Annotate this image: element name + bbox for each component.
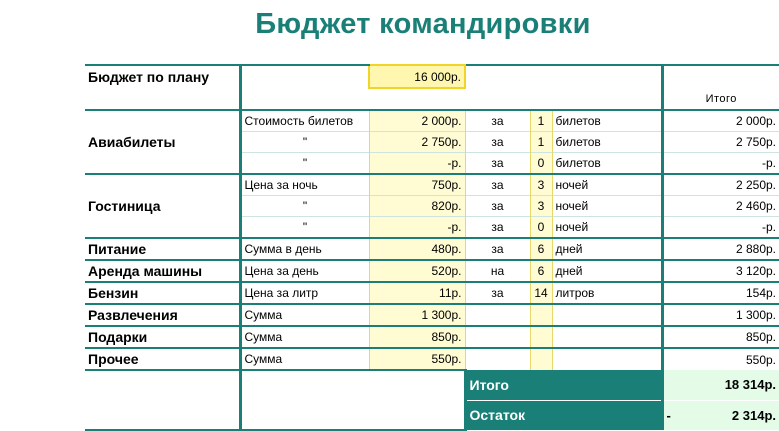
item-description: Сумма <box>240 326 369 348</box>
amount-cell[interactable]: 550р. <box>369 348 465 370</box>
item-description: Цена за день <box>240 260 369 282</box>
unit-label: ночей <box>552 217 662 239</box>
quantity-cell[interactable]: 14 <box>530 282 552 304</box>
per-label: за <box>465 153 530 175</box>
per-label: за <box>465 238 530 260</box>
item-description: Цена за ночь <box>240 174 369 196</box>
item-description: " <box>240 196 369 217</box>
amount-cell[interactable]: 11р. <box>369 282 465 304</box>
quantity-cell[interactable]: 6 <box>530 238 552 260</box>
unit-label: ночей <box>552 196 662 217</box>
item-description: " <box>240 217 369 239</box>
per-label: за <box>465 196 530 217</box>
plan-row <box>85 65 779 88</box>
unit-label <box>552 348 662 370</box>
per-label: на <box>465 260 530 282</box>
quantity-cell[interactable]: 1 <box>530 132 552 153</box>
quantity-cell[interactable] <box>530 348 552 370</box>
item-description: Стоимость билетов <box>240 110 369 132</box>
item-description: Цена за литр <box>240 282 369 304</box>
per-label: за <box>465 132 530 153</box>
category-label: Гостиница <box>85 174 240 238</box>
remaining-label: Остаток <box>465 400 662 430</box>
quantity-cell[interactable]: 3 <box>530 174 552 196</box>
summary-total-row <box>85 370 779 400</box>
amount-cell[interactable]: 520р. <box>369 260 465 282</box>
row-total: 2 880р. <box>662 238 779 260</box>
remaining-value-cell <box>662 400 779 430</box>
amount-cell[interactable]: 750р. <box>369 174 465 196</box>
amount-cell[interactable]: -р. <box>369 217 465 239</box>
amount-cell[interactable]: 1 300р. <box>369 304 465 326</box>
row-total: -р. <box>662 153 779 175</box>
remaining-sign: - <box>666 407 671 423</box>
table-row <box>85 110 779 132</box>
category-label: Питание <box>85 238 240 260</box>
category-label: Авиабилеты <box>85 110 240 174</box>
row-total: -р. <box>662 217 779 239</box>
remaining-value: 2 314р. <box>731 407 777 423</box>
unit-label: билетов <box>552 132 662 153</box>
item-description: Сумма <box>240 348 369 370</box>
plan-value[interactable]: 16 000р. <box>369 65 465 88</box>
amount-cell[interactable]: 480р. <box>369 238 465 260</box>
row-total: 154р. <box>662 282 779 304</box>
row-total: 3 120р. <box>662 260 779 282</box>
per-label: за <box>465 282 530 304</box>
table-row <box>85 282 779 304</box>
amount-cell[interactable]: 2 000р. <box>369 110 465 132</box>
amount-cell[interactable]: 2 750р. <box>369 132 465 153</box>
item-description: Сумма в день <box>240 238 369 260</box>
quantity-cell[interactable] <box>530 304 552 326</box>
row-total: 2 750р. <box>662 132 779 153</box>
table-row <box>85 348 779 370</box>
category-label: Развлечения <box>85 304 240 326</box>
category-label: Подарки <box>85 326 240 348</box>
amount-cell[interactable]: -р. <box>369 153 465 175</box>
table-row <box>85 326 779 348</box>
amount-cell[interactable]: 850р. <box>369 326 465 348</box>
quantity-cell[interactable]: 0 <box>530 217 552 239</box>
quantity-cell[interactable]: 0 <box>530 153 552 175</box>
category-label: Прочее <box>85 348 240 370</box>
quantity-cell[interactable]: 1 <box>530 110 552 132</box>
item-description: Сумма <box>240 304 369 326</box>
unit-label <box>552 304 662 326</box>
unit-label: ночей <box>552 174 662 196</box>
unit-label: литров <box>552 282 662 304</box>
row-total: 2 460р. <box>662 196 779 217</box>
item-description: " <box>240 132 369 153</box>
row-total: 550р. <box>662 348 779 370</box>
per-label: за <box>465 217 530 239</box>
table-row <box>85 260 779 282</box>
item-description: " <box>240 153 369 175</box>
quantity-cell[interactable]: 6 <box>530 260 552 282</box>
per-label <box>465 326 530 348</box>
unit-label: дней <box>552 238 662 260</box>
unit-label: билетов <box>552 110 662 132</box>
unit-label: билетов <box>552 153 662 175</box>
row-total: 1 300р. <box>662 304 779 326</box>
category-label: Аренда машины <box>85 260 240 282</box>
row-total: 850р. <box>662 326 779 348</box>
per-label <box>465 304 530 326</box>
row-total: 2 000р. <box>662 110 779 132</box>
row-total: 2 250р. <box>662 174 779 196</box>
sheet-title: Бюджет командировки <box>255 8 591 40</box>
quantity-cell[interactable]: 3 <box>530 196 552 217</box>
plan-label: Бюджет по плану <box>85 65 240 88</box>
category-label: Бензин <box>85 282 240 304</box>
table-row <box>85 238 779 260</box>
unit-label <box>552 326 662 348</box>
header-row <box>85 88 779 110</box>
budget-table <box>85 64 779 431</box>
per-label: за <box>465 110 530 132</box>
amount-cell[interactable]: 820р. <box>369 196 465 217</box>
total-column-header: Итого <box>662 88 779 110</box>
grand-total-label: Итого <box>465 370 662 400</box>
quantity-cell[interactable] <box>530 326 552 348</box>
unit-label: дней <box>552 260 662 282</box>
per-label <box>465 348 530 370</box>
grand-total-value: 18 314р. <box>662 370 779 400</box>
per-label: за <box>465 174 530 196</box>
table-row <box>85 304 779 326</box>
table-row <box>85 174 779 196</box>
